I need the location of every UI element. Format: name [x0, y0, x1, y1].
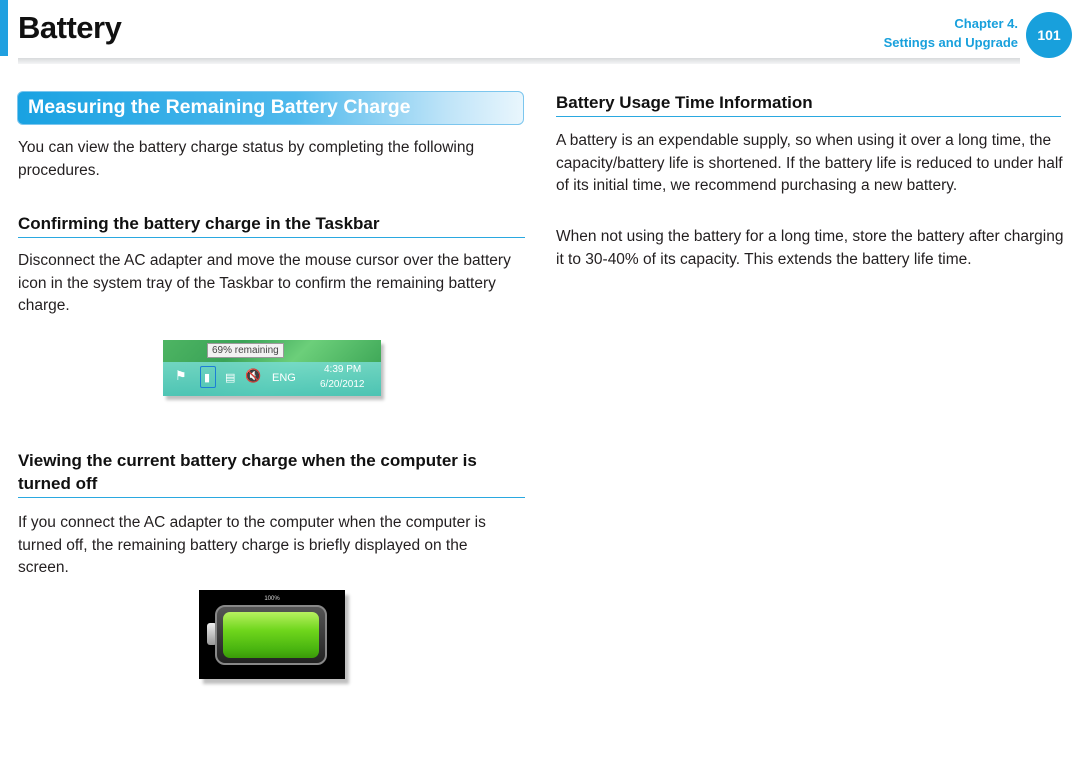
battery-level-fill: [223, 612, 319, 658]
section-banner-title: Measuring the Remaining Battery Charge: [28, 96, 411, 118]
flag-icon: ⚑: [175, 368, 187, 383]
turned-off-paragraph: If you connect the AC adapter to the computer when the computer is turned off, the remaining battery charge is briefly displayed on the screen.: [18, 514, 486, 576]
language-indicator[interactable]: ENG: [272, 372, 296, 384]
battery-charge-screen: [199, 590, 345, 679]
chapter-number: Chapter 4.: [954, 16, 1018, 31]
subheading-usage-time: Battery Usage Time Information: [556, 93, 813, 112]
battery-icon[interactable]: ▮: [204, 372, 211, 384]
battery-body-icon: [215, 605, 327, 665]
clock-time[interactable]: 4:39 PM: [324, 364, 362, 375]
taskbar-paragraph: Disconnect the AC adapter and move the mouse cursor over the battery icon in the system tray of the Taskbar to confirm the remaining battery charge.: [18, 252, 511, 314]
page-title: Battery: [18, 10, 122, 45]
speaker-muted-icon[interactable]: 🔇: [245, 368, 262, 383]
subheading-rule: [556, 116, 1061, 117]
clock-date[interactable]: 6/20/2012: [320, 379, 365, 390]
subheading-rule: [18, 497, 525, 498]
section-banner: [17, 91, 524, 125]
subheading-turned-off: Viewing the current battery charge when the computer is turned off: [18, 451, 477, 493]
page-number-badge: 101: [1026, 12, 1072, 58]
subheading-rule: [18, 237, 525, 238]
header-accent-bar: [0, 0, 8, 56]
usage-paragraph-1: A battery is an expendable supply, so when using it over a long time, the capacity/battery life is shortened. If the battery life is reduced to under half of its initial time, we recommend purchasing a new battery.: [556, 132, 1063, 194]
header-divider: [18, 58, 1020, 64]
battery-percent-label: 100%: [264, 596, 280, 602]
signal-icon[interactable]: ▤: [225, 372, 236, 384]
battery-tooltip: 69% remaining: [207, 343, 284, 358]
subheading-taskbar: Confirming the battery charge in the Taskbar: [18, 214, 380, 233]
taskbar-screenshot: [163, 340, 381, 396]
intro-paragraph: You can view the battery charge status by completing the following procedures.: [18, 139, 475, 179]
usage-paragraph-2: When not using the battery for a long time, store the battery after charging it to 30-40% of its capacity. This extends the battery life time.: [556, 228, 1064, 268]
chapter-title: Settings and Upgrade: [883, 35, 1018, 50]
chapter-label: [884, 14, 1018, 52]
